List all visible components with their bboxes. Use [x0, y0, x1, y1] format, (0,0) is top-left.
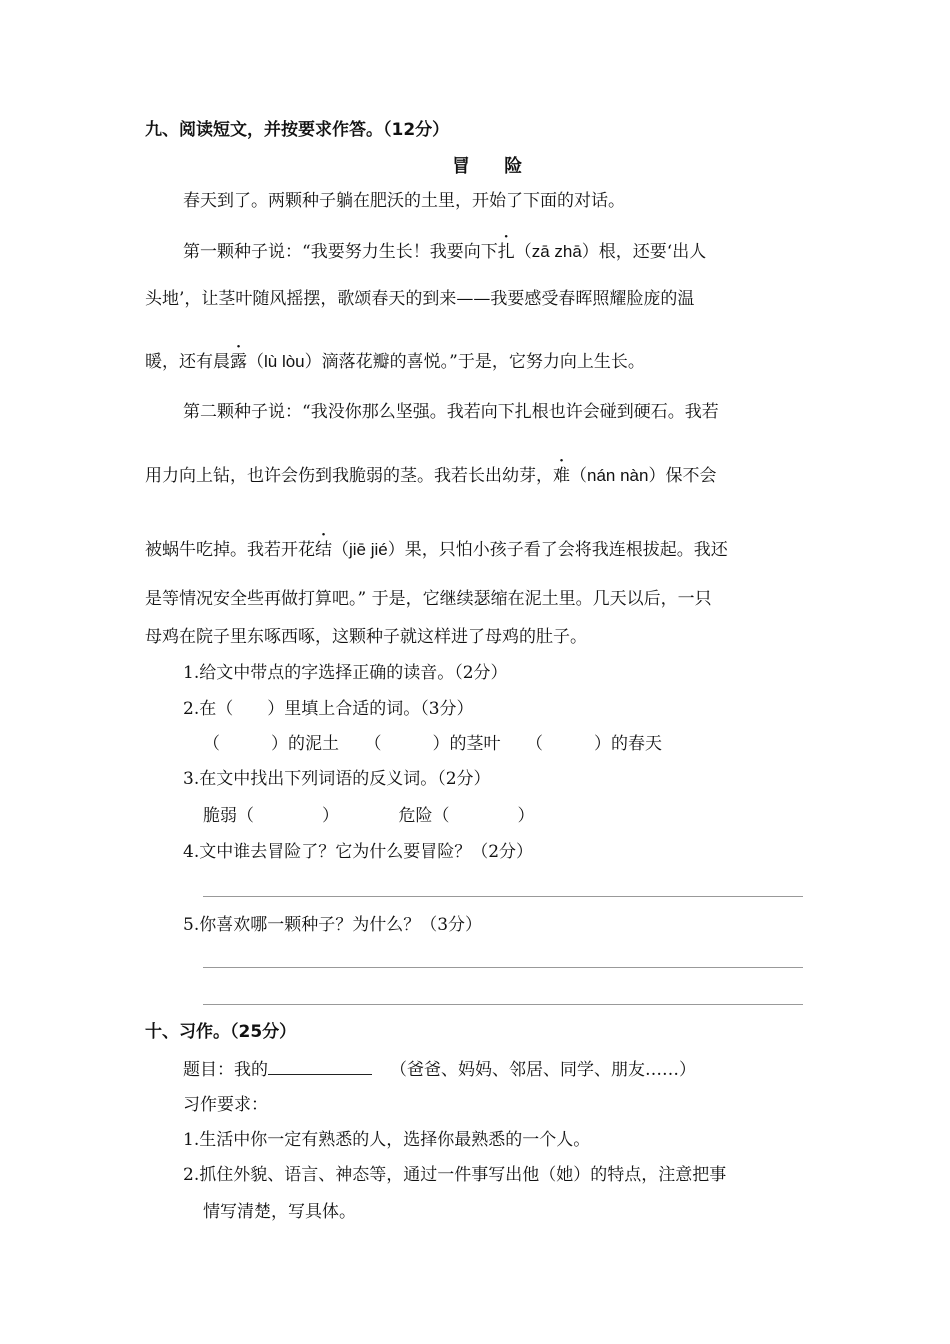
- question-1: 1.给文中带点的字选择正确的读音。（2分）: [183, 663, 508, 683]
- pinyin-options: （nán nàn）: [570, 466, 666, 485]
- section-9-heading: 九、阅读短文，并按要求作答。（12分）: [145, 120, 450, 140]
- paragraph-3-line-1: 第二颗种子说：“我没你那么坚强。我若向下扎根也许会碰到硬石。我若: [183, 402, 719, 422]
- paragraph-2-line-2: 头地’，让茎叶随风摇摆，歌颂春天的到来——我要感受春晖照耀脸庞的温: [145, 289, 695, 309]
- paragraph-3-line-5: 母鸡在院子里东啄西啄，这颗种子就这样进了母鸡的肚子。: [145, 627, 587, 647]
- requirement-1: 1.生活中你一定有熟悉的人，选择你最熟悉的一个人。: [183, 1130, 591, 1150]
- dotted-char: 露: [230, 352, 247, 372]
- paragraph-3-line-3: 被蜗牛吃掉。我若开花结（jiē jié）果，只怕小孩子看了会将我连根拔起。我还: [145, 540, 728, 560]
- essay-topic: 题目：我的 （爸爸、妈妈、邻居、同学、朋友……）: [183, 1060, 696, 1080]
- requirement-2-line-2: 情写清楚，写具体。: [203, 1202, 356, 1222]
- question-5: 5.你喜欢哪一颗种子？为什么？（3分）: [183, 915, 483, 935]
- question-3-blanks[interactable]: 脆弱（ ） 危险（ ）: [203, 806, 535, 826]
- paragraph-3-line-4: 是等情况安全些再做打算吧。” 于是，它继续瑟缩在泥土里。几天以后，一只: [145, 589, 712, 609]
- pinyin-options: （lù lòu）: [247, 352, 322, 371]
- pinyin-options: （zā zhā）: [514, 242, 599, 261]
- question-2: 2.在（ ）里填上合适的词。（3分）: [183, 699, 474, 719]
- dotted-char: 结: [315, 540, 332, 560]
- dotted-char: 扎: [497, 242, 515, 262]
- answer-line-q5-2[interactable]: [203, 1004, 803, 1005]
- question-2-blanks[interactable]: （ ）的泥土 （ ）的茎叶 （ ）的春天: [203, 734, 662, 754]
- paragraph-1: 春天到了。两颗种子躺在肥沃的土里，开始了下面的对话。: [183, 191, 625, 211]
- question-3: 3.在文中找出下列词语的反义词。（2分）: [183, 769, 491, 789]
- question-4: 4.文中谁去冒险了？它为什么要冒险？（2分）: [183, 842, 534, 862]
- pinyin-options: （jiē jié）: [332, 540, 405, 559]
- dotted-char: 难: [553, 466, 570, 486]
- answer-line-q5-1[interactable]: [203, 967, 803, 968]
- section-10-heading: 十、习作。（25分）: [145, 1022, 297, 1042]
- paragraph-3-line-2: 用力向上钻，也许会伤到我脆弱的茎。我若长出幼芽，难（nán nàn）保不会: [145, 466, 717, 486]
- story-title: 冒 险: [452, 156, 537, 177]
- paragraph-2-line-3: 暖，还有晨露（lù lòu）滴落花瓣的喜悦。”于是，它努力向上生长。: [145, 352, 645, 372]
- paragraph-2-line-1: 第一颗种子说：“我要努力生长！我要向下扎（zā zhā）根，还要‘出人: [183, 242, 707, 262]
- answer-line-q4[interactable]: [203, 896, 803, 897]
- requirement-2-line-1: 2.抓住外貌、语言、神态等，通过一件事写出他（她）的特点，注意把事: [183, 1165, 727, 1185]
- requirements-label: 习作要求：: [183, 1095, 268, 1115]
- topic-blank[interactable]: [268, 1058, 372, 1075]
